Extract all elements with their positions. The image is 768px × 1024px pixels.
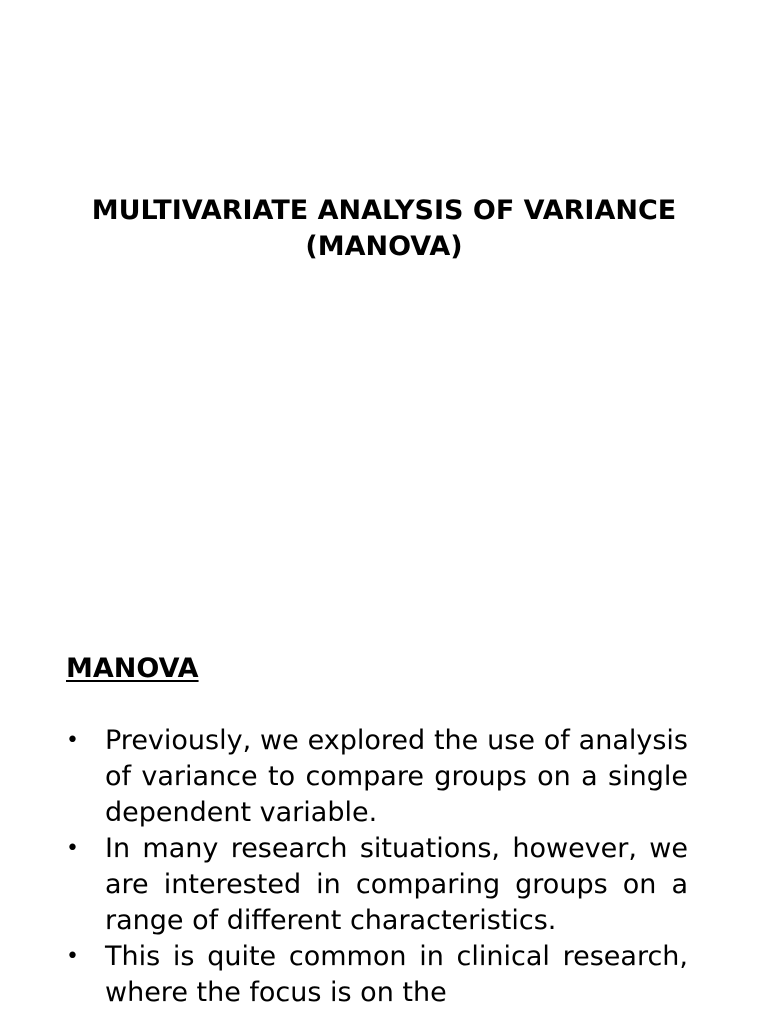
title-line-1: MULTIVARIATE ANALYSIS OF VARIANCE <box>91 195 677 226</box>
title-line-2: (MANOVA) <box>305 231 463 262</box>
slide-title <box>0 193 768 265</box>
bullet-marker-icon: • <box>66 728 79 753</box>
bullet-item <box>66 939 688 1011</box>
bullet-text: In many research situations, however, we are interested in comparing groups on a range of different characteristics. <box>105 833 688 936</box>
bullet-text: Previously, we explored the use of analysis of variance to compare groups on a single dependent variable. <box>105 725 688 828</box>
bullet-item <box>66 831 688 939</box>
bullet-marker-icon: • <box>66 836 79 861</box>
bullet-item <box>66 723 688 831</box>
bullet-list <box>66 723 688 1011</box>
section-heading: MANOVA <box>66 653 199 684</box>
bullet-text: This is quite common in clinical research, where the focus is on the <box>105 941 688 1008</box>
bullet-marker-icon: • <box>66 944 79 969</box>
